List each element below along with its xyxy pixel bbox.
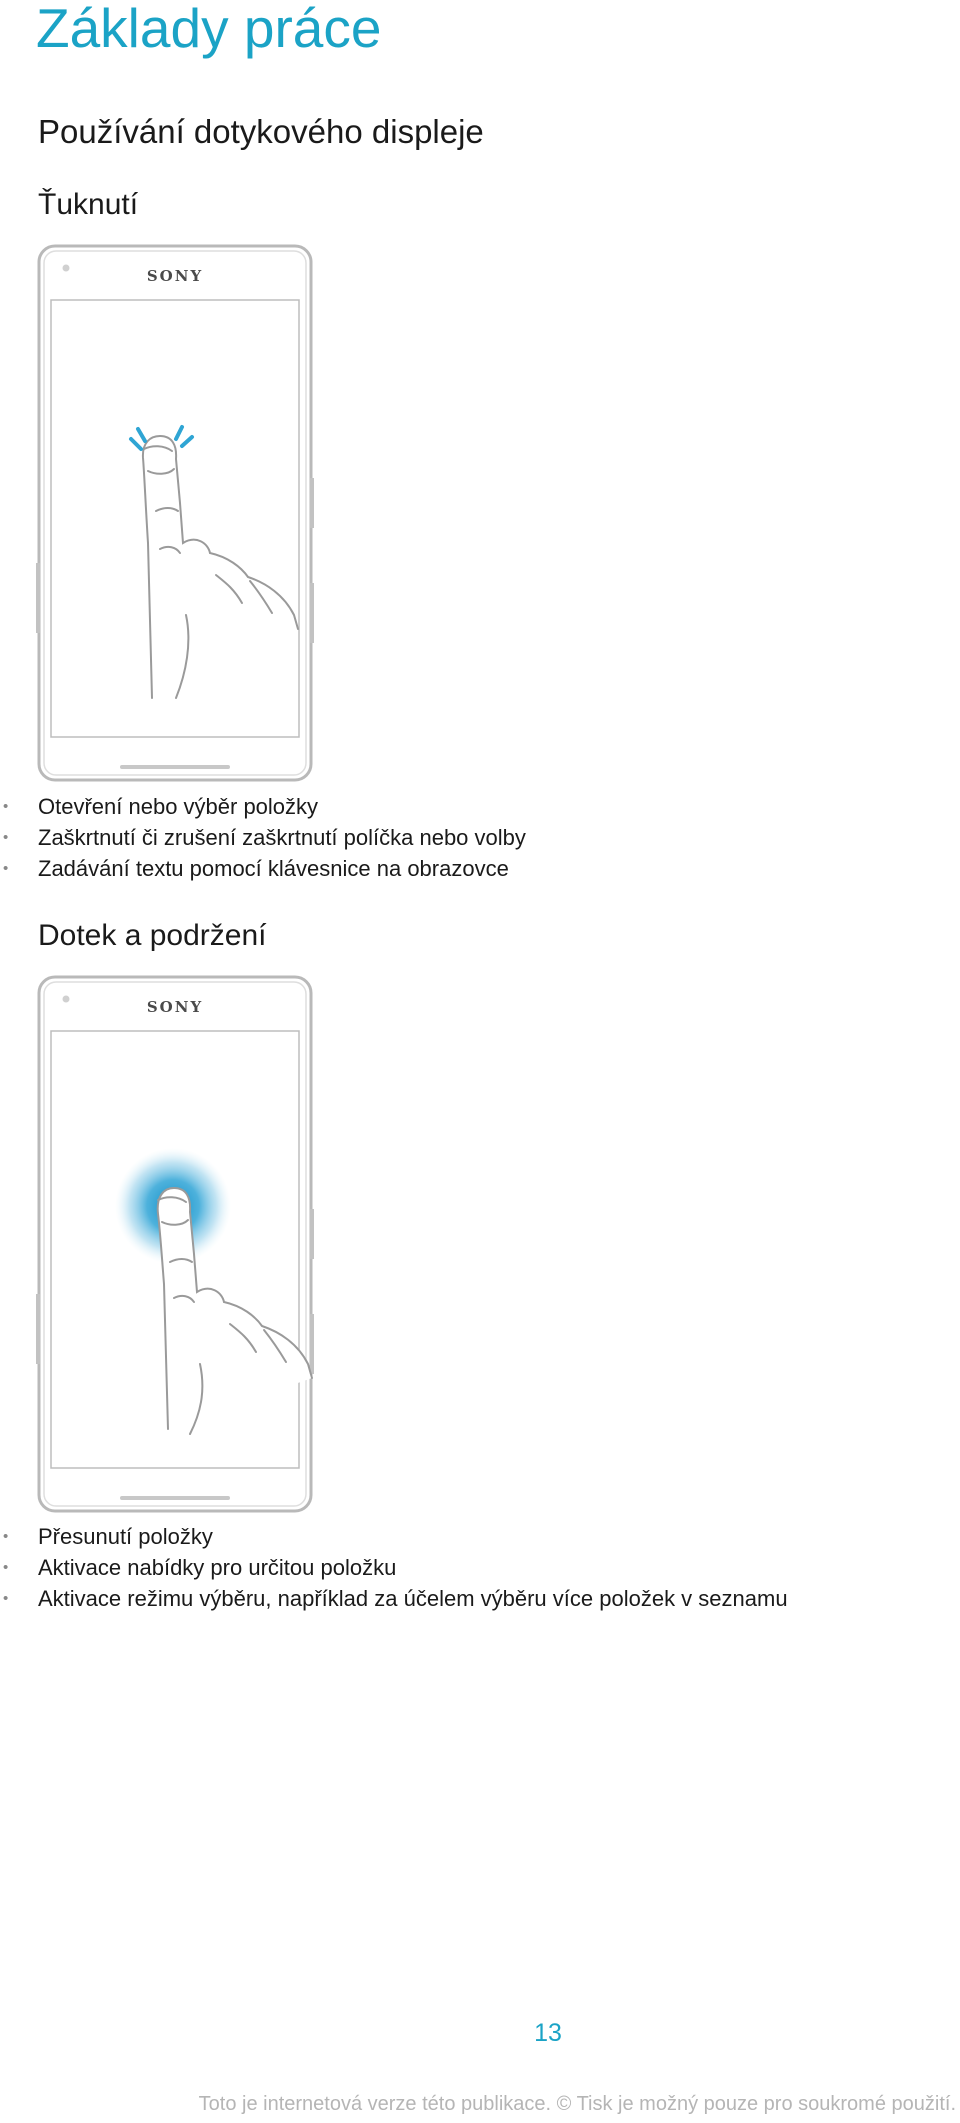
chapter-title: Základy práce: [36, 0, 382, 59]
footer-note: Toto je internetová verze této publikace. © Tisk je možný pouze pro soukromé použití.: [198, 2093, 956, 2115]
list-item: • Aktivace nabídky pro určitou položku: [3, 1555, 397, 1580]
tap-bullet-list: [0, 791, 940, 884]
tap-title: Ťuknutí: [38, 188, 139, 221]
touch-hold-bullet-list: [0, 1521, 940, 1614]
phone-brand-label: SONY: [146, 267, 204, 285]
touch-hold-illustration: [36, 974, 396, 1514]
list-item: • Zadávání textu pomocí klávesnice na obrazovce: [3, 856, 509, 881]
phone-brand-label: SONY: [146, 998, 204, 1016]
touch-hold-title: Dotek a podržení: [38, 919, 267, 952]
section-title: Používání dotykového displeje: [38, 113, 484, 150]
tap-illustration: [36, 243, 396, 783]
page-number: 13: [534, 2019, 562, 2047]
list-item: • Aktivace režimu výběru, například za účelem výběru více položek v seznamu: [3, 1586, 788, 1611]
list-item: • Přesunutí položky: [3, 1524, 213, 1549]
list-item: • Otevření nebo výběr položky: [3, 794, 319, 819]
list-item: • Zaškrtnutí či zrušení zaškrtnutí políčka nebo volby: [3, 825, 526, 850]
